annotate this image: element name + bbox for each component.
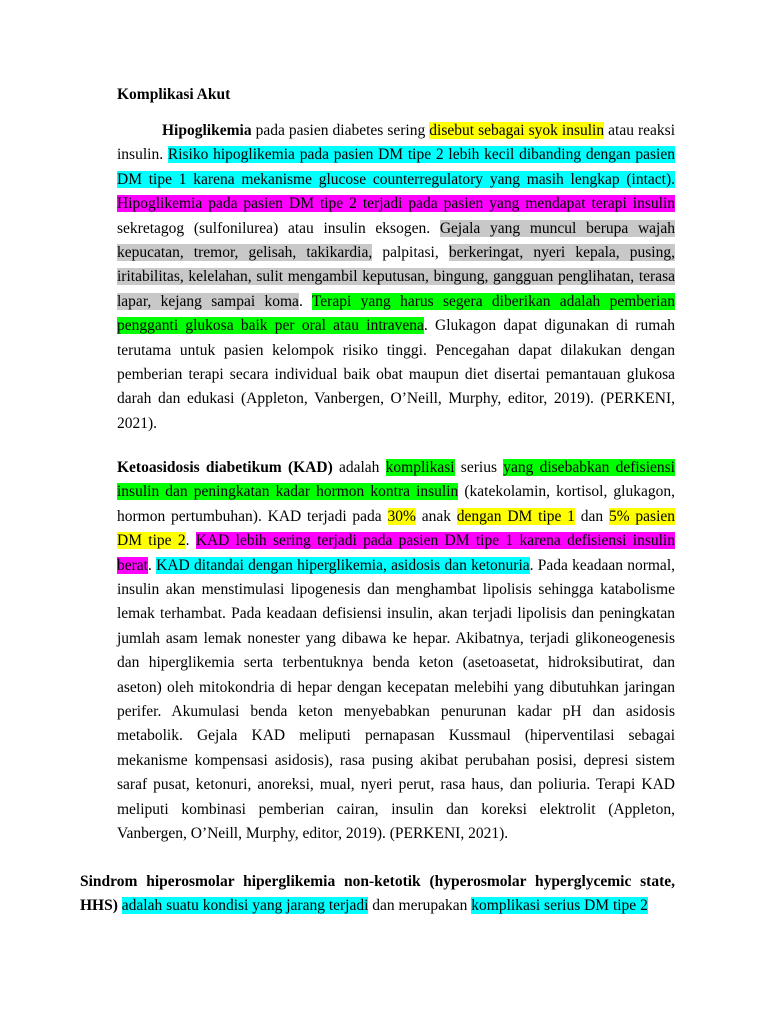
text-run: adalah (332, 459, 386, 476)
highlight-cyan: Risiko hipoglikemia pada pasien DM tipe 2 lebih kecil dibanding dengan pasien DM tipe 1 karena mekanisme glucose counterregulatory yang masih lengkap (intact). (117, 146, 675, 188)
text-run: (katekolamin, kortisol, glukagon, hormon pertumbuhan). KAD terjadi pada (117, 483, 675, 525)
text-run: . Pada keadaan normal, insulin akan menstimulasi lipogenesis dan menghambat lipolisis sehingga katabolisme lemak terhambat. Pada keadaan defisiensi insulin, akan terjadi lipolisis dan peningkatan jumlah asam lemak nonester yang dibawa ke hepar. Akibatnya, terjadi glikoneogenesis dan hiperglikemia serta terbentuknya benda keton (asetoasetat, hidroksibutirat, dan aseton) oleh mitokondria di hepar dengan kecepatan melebihi yang dibutuhkan jaringan perifer. Akumulasi benda keton menyebabkan penurunan kadar pH dan asidosis metabolik. Gejala KAD meliputi pernapasan Kussmaul (hiperventilasi sebagai mekanisme kompensasi asidosis), rasa pusing akibat perubahan posisi, depresi sistem saraf pusat, ketonuri, anoreksi, mual, nyeri perut, rasa haus, dan poliuria. Terapi KAD meliputi kombinasi pemberian cairan, insulin dan koreksi elektrolit (Appleton, Vanbergen, O’Neill, Murphy, editor, 2019). (PERKENI, 2021). (117, 556, 675, 843)
highlight-gray: Gejala yang muncul berupa wajah kepucatan, tremor, gelisah, takikardia, (117, 219, 675, 262)
text-run: . (185, 532, 196, 550)
highlight-magenta: Hipoglikemia pada pasien DM tipe 2 terjadi pada pasien yang mendapat terapi insulin (117, 195, 675, 213)
highlight-cyan: komplikasi serius DM tipe 2 (471, 897, 648, 915)
text-run: atau reaksi insulin. (117, 122, 675, 164)
highlight-gray: berkeringat, nyeri kepala, pusing, iritabilitas, kelelahan, sulit mengambil keputusan, bingung, gangguan penglihatan, terasa lapar, kejang sampai koma (117, 244, 675, 310)
highlight-yellow: 5% pasien DM tipe 2 (117, 507, 676, 550)
text-run: palpitasi, (372, 244, 449, 262)
text-run: dan (574, 507, 609, 525)
paragraph-hipoglikemia (117, 119, 675, 436)
text-run: anak (415, 507, 457, 525)
text-run: pada pasien diabetes sering (251, 122, 430, 139)
highlight-green: yang disebabkan defisiensi insulin dan peningkatan kadar hormon kontra insulin (117, 459, 675, 501)
text-run: . (147, 556, 157, 574)
paragraph-hhs (80, 870, 675, 919)
term-hipoglikemia: Hipoglikemia (162, 122, 252, 139)
term-kad: Ketoasidosis diabetikum (KAD) (117, 459, 333, 476)
section-heading: Komplikasi Akut (117, 86, 231, 103)
highlight-yellow: 30% (387, 507, 416, 525)
highlight-cyan: KAD ditandai dengan hiperglikemia, asidosis dan ketonuria (156, 556, 530, 574)
term-hhs: Sindrom hiperosmolar hiperglikemia non-ketotik (hyperosmolar hyperglycemic state, HHS) (80, 873, 675, 915)
paragraph-kad (117, 456, 675, 847)
highlight-yellow: dengan DM tipe 1 (456, 507, 575, 525)
text-run: . (298, 292, 312, 310)
highlight-green: Terapi yang harus segera diberikan adalah pemberian pengganti glukosa baik per oral atau intravena (117, 292, 676, 335)
highlight-cyan: adalah suatu kondisi yang jarang terjadi (121, 897, 369, 915)
text-run: . Glukagon dapat digunakan di rumah terutama untuk pasien kelompok risiko tinggi. Pencegahan dapat dilakukan dengan pemberian terapi secara individual baik obat maupun diet disertai pemantauan glukosa darah dan edukasi (Appleton, Vanbergen, O’Neill, Murphy, editor, 2019). (PERKENI, 2021). (117, 317, 675, 432)
text-run: serius (454, 459, 504, 476)
highlight-yellow: disebut sebagai syok insulin (429, 122, 605, 139)
highlight-magenta: KAD lebih sering terjadi pada pasien DM tipe 1 karena defisiensi insulin berat (117, 532, 675, 574)
text-run: dan merupakan (368, 897, 472, 915)
text-run: sekretagog (sulfonilurea) atau insulin eksogen. (117, 219, 440, 237)
highlight-green: komplikasi (385, 459, 455, 476)
